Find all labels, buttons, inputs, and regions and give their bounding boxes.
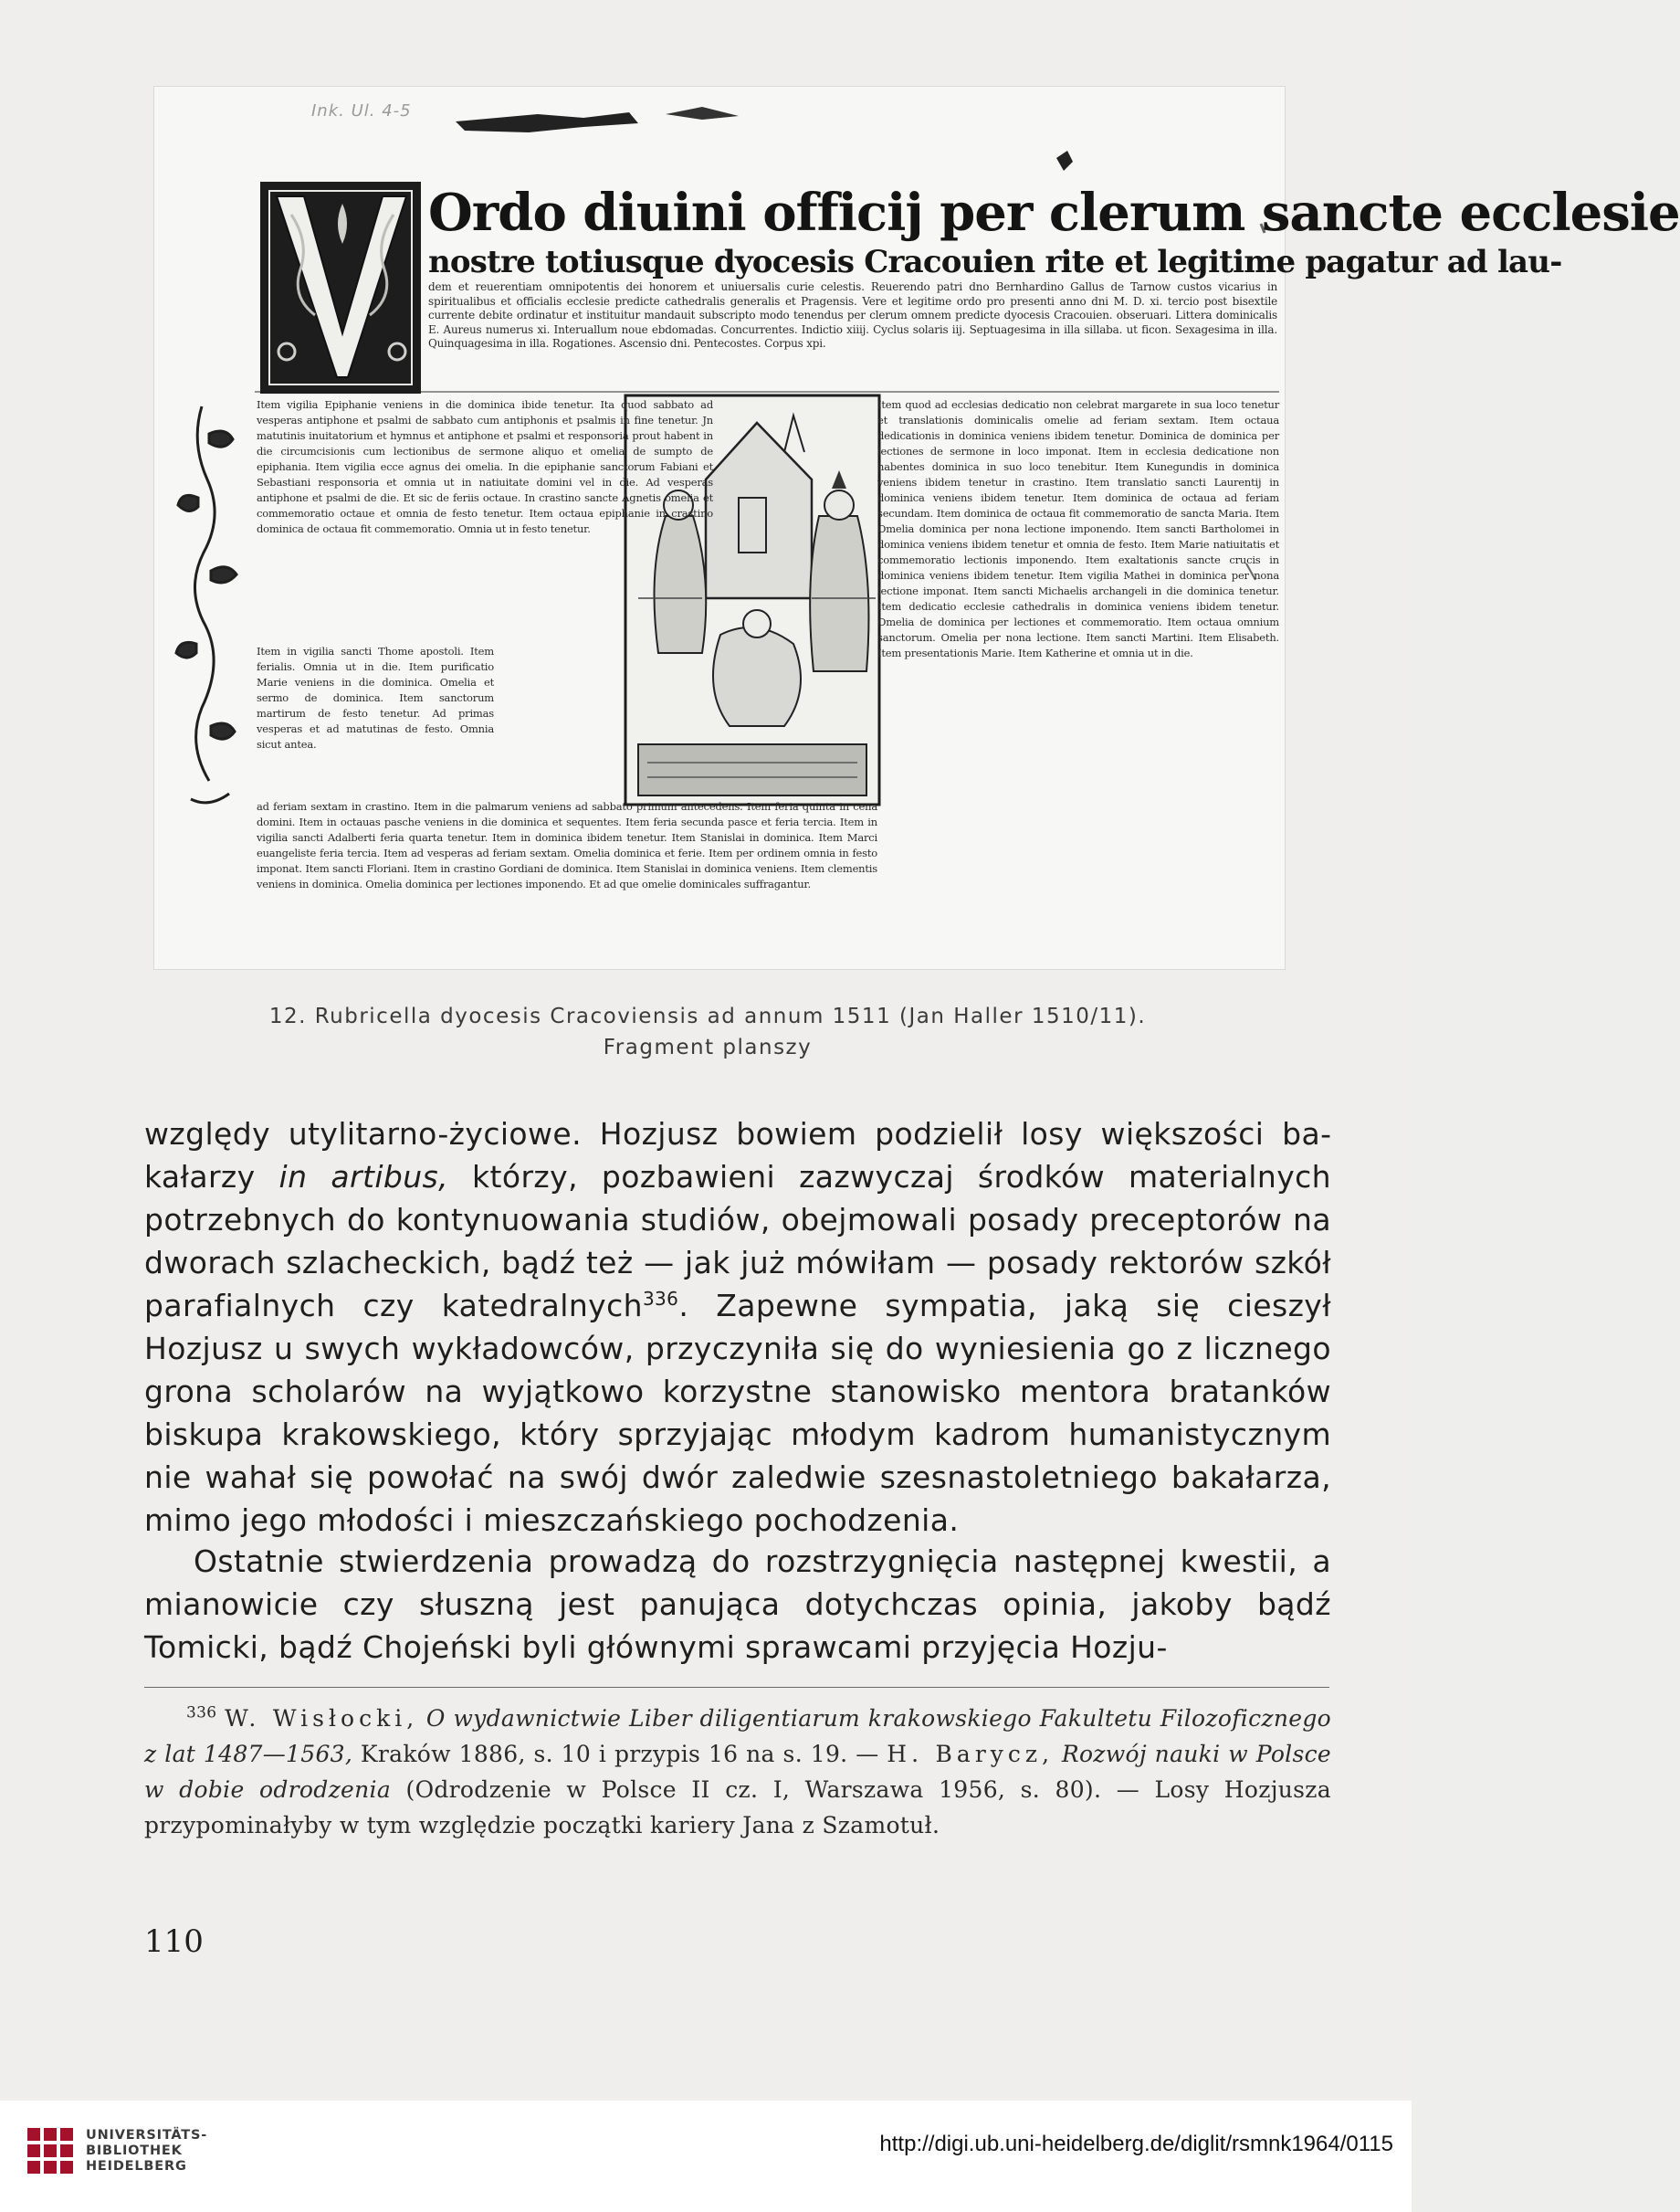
institution-name xyxy=(86,2128,207,2175)
figure-left-column: Item vigilia Epiphanie veniens in die dominica ibide tenetur. Ita quod sabbato ad vesperas antiphone et psalmi de sabbato cum antiphonis et psalmis in fine tenetur. Jn matutinis inuitatorium et hymnus et antiphone et psalmi et responsoria prout habent in die circumcisionis cum lectionibus de sermone aliquo et omelia de sumpto de epiphania. Item vigilia ecce agnus dei omelia. In die epiphanie sanctorum Fabiani et Sebastiani responsoria et omnia ut in natiuitate domini vel in die. Ad vesperas antiphone et psalmi de die. Et sic de feriis octaue. In crastino sancte Agnetis omelia et commemoratio octaue et omnia de festo tenetur. Item octaua epiphanie in crastino dominica de octaua fit commemoratio. Omnia ut in festo tenetur. xyxy=(257,398,713,535)
institution-line-1: UNIVERSITÄTS- xyxy=(86,2128,208,2143)
figure-right-column: Item quod ad ecclesias dedicatio non celebrat margarete in sua loco tenetur et translationis dominicalis omelie ad feriam sextam. Item octaua dedicationis in dominica veniens ibidem tenetur. Dominica de dominica per lectiones de sermone in loco imponat. Item in ecclesia dedicatione non habentes dominica in suo loco tenebitur. Item Kunegundis in dominica veniens ibidem tenetur in crastino. Item translatio sancti Laurentij in dominica veniens ibidem tenetur. Item dominica de octaua ad feriam secundam. Item dominica de octaua fit commemoratio de sancta Maria. Item Omelia dominica per nona lectione imponendo. Item sancti Bartholomei in dominica veniens ibidem tenetur et omnia de festo. Item Marie natiuitatis et commemoratio lectionis imponendo. Item exaltationis sancte crucis in dominica veniens ibidem tenetur. Item vigilia Mathei in dominica per nona lectione imponat. Item sancti Michaelis archangeli in die dominica tenetur. Item dedicatio ecclesie cathedralis in dominica veniens ibidem tenetur. Omelia de dominica per lectiones et commemoratio. Item octaua omnium sanctorum. Omelia per nona lectione. Item sancti Martini. Item Elisabeth. Item presentationis Marie. Item Katherine et omnia ut in die. xyxy=(877,398,1279,659)
footnote-title-1: O wydawnictwie Liber diligentiarum krakowskiego Fakultetu Filozoficznego z lat 1487—1563, xyxy=(144,1705,1331,1767)
floral-border-left xyxy=(176,406,236,803)
footnote-number: 336 xyxy=(186,1703,217,1722)
permalink-link[interactable]: http://digi.ub.uni-heidelberg.de/diglit/rsmnk1964/0115 xyxy=(879,2132,1393,2156)
caption-line-1: 12. Rubricella dyocesis Cracoviensis ad annum 1511 (Jan Haller 1510/11). xyxy=(268,1005,1147,1028)
decorated-initial-v xyxy=(260,182,421,394)
figure-heading-line-1: Ordo diuini officij per clerum sancte ecclesie xyxy=(428,183,1680,243)
ink-smudge xyxy=(666,107,739,120)
body-paragraph-1 xyxy=(144,1112,1331,1542)
figure-rubricella-plate xyxy=(153,86,1680,970)
footnote-title-2: Rozwój nauki w Polsce w dobie odrodzenia xyxy=(144,1741,1331,1803)
institution-line-2: BIBLIOTHEK xyxy=(86,2144,183,2158)
figure-left-column-lower: Item in vigilia sancti Thome apostoli. Item ferialis. Omnia ut in die. Item purificatio Marie veniens in die dominica. Omelia et sermo de dominica. Item sanctorum martirum de festo tenetur. Ad primas vesperas et ad matutinas de festo. Omnia sicut antea. xyxy=(257,645,494,751)
figure-shelfmark: Ink. Ul. 4-5 xyxy=(311,101,412,121)
footnote-author-1: W. Wisłocki, xyxy=(225,1705,419,1732)
ink-smudge xyxy=(1056,151,1073,171)
p1-text-start: względy utylitarno-życiowe. Hozjusz bowiem podzielił losy większości bakałarzy xyxy=(144,1116,1331,1195)
footnote-divider xyxy=(144,1687,1329,1688)
figure-heading-line-2: nostre totiusque dyocesis Cracouien rite et legitime pagatur ad lau- xyxy=(428,244,1562,280)
footnote-336 xyxy=(144,1701,1331,1843)
institution-line-3: HEIDELBERG xyxy=(86,2159,187,2174)
figure-bottom-text: ad feriam sextam in crastino. Item in die palmarum veniens ad sabbato primum antecedens. Item feria quinta in cena domini. Item in octauas pasche veniens in die dominica et sequentes. Item feria secunda pasce et feria tercia. Item in vigilia sancti Adalberti feria quarta tenetur. Item in dominica ibidem tenetur. Item Stanislai in dominica. Item Marci euangeliste feria tercia. Item ad vesperas ad feriam sextam. Omelia dominica et ferie. Item per ordinem omnia in festo imponat. Item sancti Floriani. Item in crastino Gordiani de dominica. Item Stanislai in dominica veniens. Item clementis veniens in dominica. Omelia dominica per lectiones imponendo. Et ad que omelie dominicales suffragantur. xyxy=(257,800,877,890)
page-number: 110 xyxy=(144,1923,204,1960)
footnote-reference[interactable]: 336 xyxy=(642,1288,679,1310)
figure-intro-text: dem et reuerentiam omnipotentis dei honorem et uniuersalis curie celestis. Reuerendo patri dno Bernhardino Gallus de Tarnow custos vicarius in spiritualibus et officialis ecclesie predicte cathedralis generalis et Pragensis. Vere et legitime ordo pro presenti anno dni M. D. xi. tercio post bisextile currente debite ordinatur et instituitur mandauit subscripto modo tenendus per clerum omnem predicte dyocesis Cracouien. obseruari. Littera dominicalis E. Aureus numerus xi. Interuallum noue ebdomadas. Concurrentes. Indictio xiiij. Cyclus solaris iij. Septuagesima in illa sillaba. ut ficon. Sexagesima in illa. Quinquagesima in illa. Rogationes. Ascensio dni. Pentecostes. Corpus xpi. xyxy=(428,280,1277,350)
p1-text-middle: którzy, pozbawieni zazwyczaj środków materialnych potrzebnych do kontynuowania studiów, obejmowali posady preceptorów na dworach szlacheckich, bądź też — jak już mówiłam — posady rektorów szkół parafialnych czy katedralnych xyxy=(144,1159,1331,1323)
figure-caption xyxy=(128,1001,1287,1063)
p1-text-end: . Zapewne sympatia, jaką się cieszył Hozjusz u swych wykładowców, przyczyniła się do wyniesienia go z licznego grona scholarów na wyjątkowo korzystne stanowisko mentora bratanków biskupa krakowskiego, który sprzyjając młodym kadrom humanistycznym nie wahał się powołać na swój dwór zaledwie szesnastoletniego bakałarza, mimo jego młodości i mieszczańskiego pochodzenia. xyxy=(144,1288,1331,1538)
p1-italic-phrase: in artibus, xyxy=(278,1159,449,1195)
library-footer xyxy=(0,2101,1412,2212)
university-library-logo-icon xyxy=(24,2122,77,2183)
ink-smudge xyxy=(456,112,638,132)
footnote-publication-2: (Odrodzenie w Polsce II cz. I, Warszawa 1956, s. 80). — Losy Hozjusza przypominałyby w tym względzie początki kariery Jana z Szamotuł. xyxy=(144,1776,1331,1838)
footnote-author-2: H. Barycz, xyxy=(887,1741,1055,1767)
body-paragraph-2: Ostatnie stwierdzenia prowadzą do rozstrzygnięcia następnej kwestii, a mianowicie czy słuszną jest panująca dotychczas opinia, jakoby bądź Tomicki, bądź Chojeński byli głównymi sprawcami przyjęcia Hozju- xyxy=(144,1543,1331,1665)
footnote-publication-1: Kraków 1886, s. 10 i przypis 16 na s. 19. — xyxy=(352,1741,887,1767)
caption-line-2: Fragment planszy xyxy=(603,1036,813,1059)
